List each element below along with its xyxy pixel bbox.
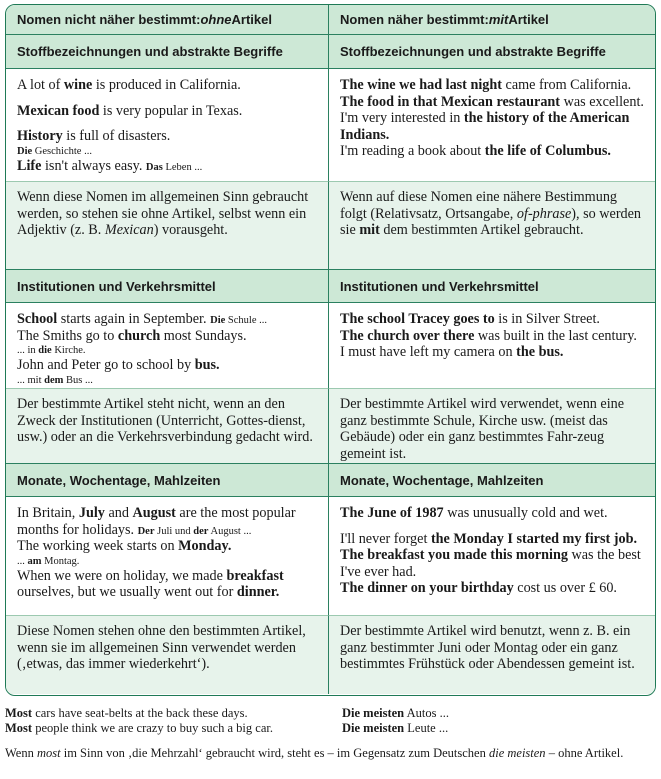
example-line: I'm reading a book about the life of Columbus. xyxy=(340,143,611,159)
grammar-table xyxy=(5,4,656,696)
example-line: The wine we had last night came from California. xyxy=(340,77,632,93)
example-line: In Britain, July and August are the most popular months for holidays. Der Juli und der August ... xyxy=(17,505,296,538)
example-line: History is full of disasters. xyxy=(17,128,171,144)
examples-right xyxy=(329,69,656,181)
example-line: The church over there was built in the last century. xyxy=(340,327,637,344)
section-title-text: Stoffbezeichnungen und abstrakte Begriffe xyxy=(17,44,283,59)
examples-left xyxy=(6,497,329,615)
example-line: The Smiths go to church most Sundays. xyxy=(17,327,247,344)
example-line: I'll never forget the Monday I started my first job. xyxy=(340,530,638,547)
examples-right xyxy=(329,497,656,615)
section-title-text: Institutionen und Verkehrsmittel xyxy=(17,278,216,294)
header-left-suffix: Artikel xyxy=(231,12,272,27)
note-right: Wenn auf diese Nomen eine nähere Bestimmung folgt (Relativsatz, Ortsangabe, of-phrase), so werden sie mit dem bestimmten Artikel gebraucht. xyxy=(329,181,656,269)
section-title-right xyxy=(329,269,656,303)
section-title-left xyxy=(6,269,329,303)
examples-left xyxy=(6,303,329,388)
section-title-text: Institutionen und Verkehrsmittel xyxy=(340,278,539,294)
example-line: I'm very interested in the history of the American Indians. xyxy=(340,110,630,143)
header-left xyxy=(6,5,329,35)
example-line: Mexican food is very popular in Texas. xyxy=(17,102,243,119)
header-right xyxy=(329,5,656,35)
example-line: The working week starts on Monday. xyxy=(17,538,232,554)
note-left: Der bestimmte Artikel steht nicht, wenn an den Zweck der Institutionen (Unterricht, Gottes-dienst, usw.) oder an die Verkehrsverbindung gedacht wird. xyxy=(6,388,329,463)
note-left: Wenn diese Nomen im allgemeinen Sinn gebraucht werden, so stehen sie ohne Artikel, selbst wenn ein Adjektiv (z. B. Mexican) vorausgeht. xyxy=(6,181,329,269)
section-title-left xyxy=(6,35,329,69)
footer-example-row: Most people think we are crazy to buy such a big car. Die meisten Leute ... xyxy=(5,721,449,735)
header-left-em: ohne xyxy=(200,12,232,27)
example-line: The school Tracey goes to is in Silver Street. xyxy=(340,311,600,327)
translation-line: ... am Montag. xyxy=(17,555,80,567)
example-line: John and Peter go to school by bus. xyxy=(17,357,220,373)
translation-line: Die Geschichte ... xyxy=(17,145,92,157)
section-title-right xyxy=(329,35,656,69)
header-right-prefix: Nomen näher bestimmt: xyxy=(340,12,489,27)
example-line: School starts again in September. Die Schule ... xyxy=(17,311,267,327)
section-title-right xyxy=(329,463,656,497)
note-right: Der bestimmte Artikel wird verwendet, wenn eine ganz bestimmte Schule, Kirche usw. (meist das Gebäude) oder ein ganz bestimmtes Fahr-zeug gemeint ist. xyxy=(329,388,656,463)
example-line: The dinner on your birthday cost us over £ 60. xyxy=(340,580,617,596)
header-left-prefix: Nomen nicht näher bestimmt: xyxy=(17,12,201,27)
section-title-text: Stoffbezeichnungen und abstrakte Begriffe xyxy=(340,44,606,59)
example-line: I must have left my camera on the bus. xyxy=(340,344,564,360)
example-line: The food in that Mexican restaurant was excellent. xyxy=(340,93,644,110)
example-line: The breakfast you made this morning was the best I've ever had. xyxy=(340,547,641,580)
header-right-suffix: Artikel xyxy=(508,12,549,27)
example-line: The June of 1987 was unusually cold and wet. xyxy=(340,505,608,521)
example-line: A lot of wine is produced in California. xyxy=(17,77,241,93)
section-title-text: Monate, Wochentage, Mahlzeiten xyxy=(17,472,221,488)
translation-line: ... mit dem Bus ... xyxy=(17,374,93,386)
note-right: Der bestimmte Artikel wird benutzt, wenn z. B. ein ganz bestimmter Juni oder Montag oder ein ganz bestimmtes Frühstück oder Abendessen gemeint ist. xyxy=(329,615,656,694)
translation-line: ... in die Kirche. xyxy=(17,345,86,356)
example-line: Life isn't always easy. Das Leben ... xyxy=(17,157,203,174)
example-line: When we were on holiday, we made breakfast ourselves, but we usually went out for dinner. xyxy=(17,567,284,600)
header-right-em: mit xyxy=(488,12,509,27)
footer-explanation: Wenn most im Sinn von ‚die Mehrzahl‘ gebraucht wird, steht es – im Gegensatz zum Deutschen die meisten – ohne Artikel. xyxy=(5,746,624,760)
section-title-text: Monate, Wochentage, Mahlzeiten xyxy=(340,472,544,488)
examples-right xyxy=(329,303,656,388)
examples-left xyxy=(6,69,329,181)
footer xyxy=(5,706,656,761)
footer-example-row: Most cars have seat-belts at the back these days. Die meisten Autos ... xyxy=(5,706,449,720)
section-title-left xyxy=(6,463,329,497)
note-left: Diese Nomen stehen ohne den bestimmten Artikel, wenn sie im allgemeinen Sinn verwendet werden (‚etwas, das immer wiederkehrt‘). xyxy=(6,615,329,694)
